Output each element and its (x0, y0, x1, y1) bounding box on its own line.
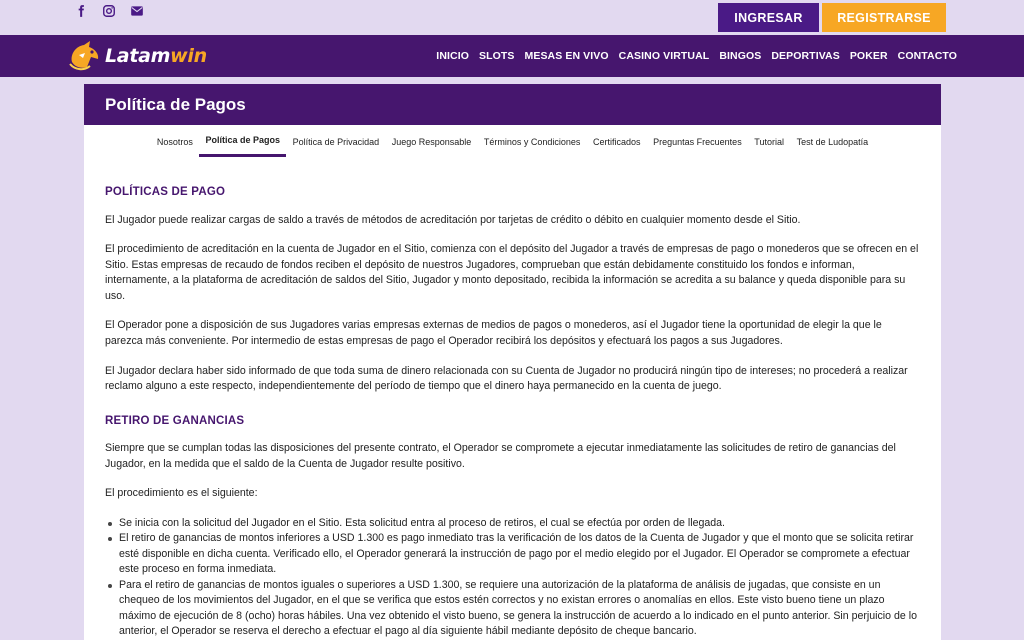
page-header (84, 84, 941, 125)
paragraph: El Jugador puede realizar cargas de saldo a través de métodos de acreditación por tarjetas de crédito o débito en cualquier momento desde el Sitio. (105, 213, 801, 226)
info-tabs (84, 125, 941, 159)
register-button[interactable]: REGISTRARSE (822, 3, 946, 32)
tab-juego-responsable[interactable]: Juego Responsable (391, 136, 472, 147)
facebook-icon[interactable] (74, 3, 88, 19)
nav-deportivas[interactable]: DEPORTIVAS (771, 50, 840, 62)
tab-preguntas-frecuentes[interactable]: Preguntas Frecuentes (653, 136, 742, 147)
email-icon[interactable] (130, 3, 144, 19)
page-title: Política de Pagos (105, 94, 246, 114)
top-bar (0, 0, 1024, 34)
content-panel (84, 84, 941, 640)
paragraph: El procedimiento de acreditación en la cuenta de Jugador en el Sitio, comienza con el depósito del Jugador a través de empresas de pago o monederos que se ofrecen en el Sitio. Estas empresas de recaudo de fondos reciben el depósito de nuestros Jugadores, comprueban que están debidamente constituido los fondos e informan, internamente, a la plataforma de acreditación de saldos del Sitio, Jugador y monto depositado, recibida la información se acredita a su balance y queda disponible para su uso. (105, 243, 919, 302)
policy-content (84, 159, 941, 640)
social-links (74, 3, 144, 19)
list-item: Para el retiro de ganancias de montos iguales o superiores a USD 1.300, se requiere una autorización de la plataforma de análisis de jugadas, que consiste en un chequeo de los movimientos del Jugador, en el que se verifica que estos estén correctos y no existan errores o anomalías en ellos. Este visto bueno tiene un plazo máximo de ejecución de 8 (ocho) horas hábiles. Una vez obtenido el visto bueno, se genera la instrucción de acuerdo a lo indicado en el punto anterior. Sin perjuicio de lo anterior, el Operador se reserva el derecho a efectuar el pago al día siguiente hábil mediante depósito de cheque bancario. (105, 578, 920, 640)
tab-nosotros[interactable]: Nosotros (156, 136, 193, 147)
main-menu (436, 35, 957, 77)
tab-certificados[interactable]: Certificados (593, 136, 641, 147)
tab-tutorial[interactable]: Tutorial (754, 136, 784, 147)
section-title-politicas-de-pago: POLÍTICAS DE PAGO (105, 186, 226, 198)
nav-contacto[interactable]: CONTACTO (897, 50, 957, 62)
nav-bingos[interactable]: BINGOS (719, 50, 762, 62)
paragraph: Siempre que se cumplan todas las disposiciones del presente contrato, el Operador se compromete a ejecutar inmediatamente las solicitudes de retiro de ganancias del Jugador, en la medida que el saldo de la Cuenta de Jugador resulte positivo. (105, 442, 896, 470)
main-navbar (0, 35, 1024, 77)
paragraph: El procedimiento es el siguiente: (105, 487, 258, 500)
paragraph: El Jugador declara haber sido informado de que toda suma de dinero relacionada con su Cuenta de Jugador no producirá ningún tipo de intereses; no procederá a realizar reclamo alguno a este respecto, independientemente del período de tiempo que el dinero haya permanecido en la cuenta de juego. (105, 364, 908, 393)
list-item: El retiro de ganancias de montos inferiores a USD 1.300 es pago inmediato tras la verificación de los datos de la Cuenta de Jugador y que el monto que se solicita retirar esté disponible en dicha cuenta. Verificado ello, el Operador generará la instrucción de pago por el medio elegido por el Jugador. El Operador se compromete a efectuar este proceso en forma inmediata. (105, 531, 920, 578)
tab-test-de-ludopatia[interactable]: Test de Ludopatía (796, 136, 869, 147)
instagram-icon[interactable] (102, 3, 116, 19)
fox-logo-icon (68, 40, 102, 72)
nav-slots[interactable]: SLOTS (478, 50, 515, 62)
paragraph: El Operador pone a disposición de sus Jugadores varias empresas externas de medios de pagos o monederos, así el Jugador tiene la oportunidad de elegir la que le parezca más conveniente. Por intermedio de estas empresas de pago el Operador recibirá los depósitos y efectuará los pagos a sus Jugadores. (105, 319, 882, 347)
list-item: Se inicia con la solicitud del Jugador en el Sitio. Esta solicitud entra al proceso de retiros, el cual se efectúa por orden de llegada. (105, 516, 920, 532)
nav-inicio[interactable]: INICIO (436, 50, 469, 62)
tab-politica-de-privacidad[interactable]: Política de Privacidad (292, 136, 380, 147)
login-button[interactable]: INGRESAR (718, 3, 819, 32)
nav-mesas-en-vivo[interactable]: MESAS EN VIVO (524, 50, 609, 62)
brand-name: Latamwin (105, 45, 207, 67)
nav-casino-virtual[interactable]: CASINO VIRTUAL (618, 50, 710, 62)
withdrawal-steps-list (105, 516, 920, 640)
nav-poker[interactable]: POKER (849, 50, 888, 62)
brand-logo[interactable] (68, 39, 207, 73)
tab-terminos-y-condiciones[interactable]: Términos y Condiciones (483, 136, 581, 147)
tab-politica-de-pagos[interactable]: Política de Pagos (199, 125, 286, 157)
section-title-retiro-de-ganancias: RETIRO DE GANANCIAS (105, 414, 245, 427)
